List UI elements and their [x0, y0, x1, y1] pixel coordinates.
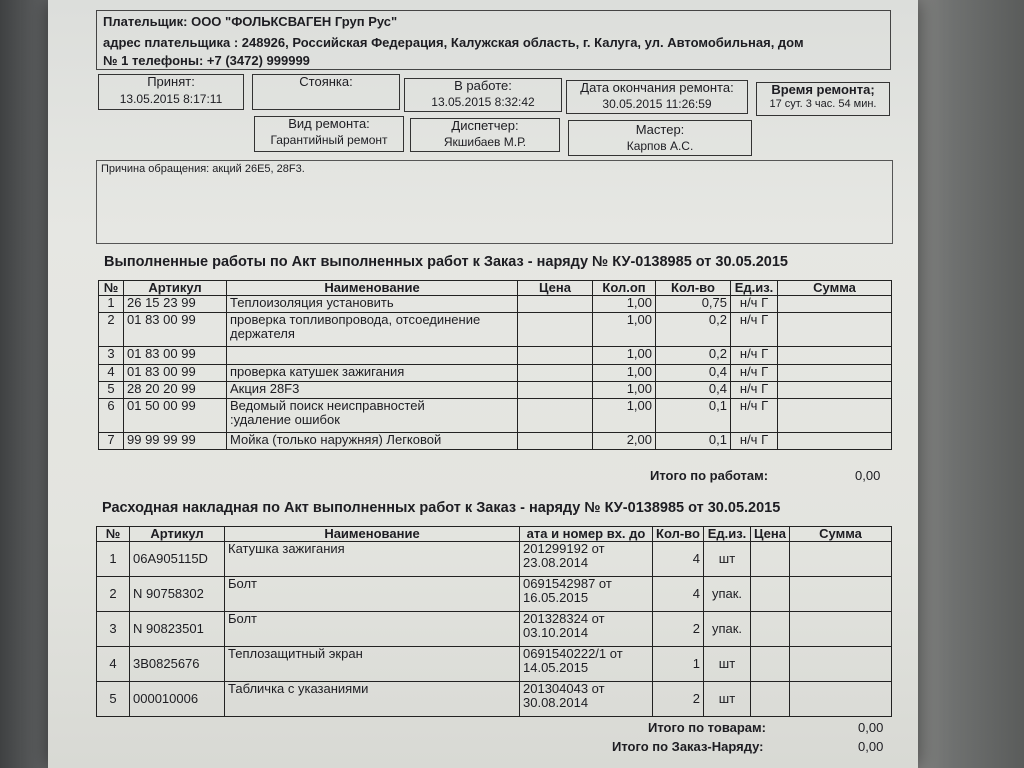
row-qty: 0,2 [656, 313, 731, 347]
row-number: 4 [99, 365, 124, 382]
row-number: 1 [97, 542, 130, 577]
row-number: 4 [97, 647, 130, 682]
row-qty: 0,4 [656, 365, 731, 382]
row-name [227, 365, 518, 382]
row-price [518, 313, 593, 347]
row-unit: упак. [704, 612, 751, 647]
row-doc [520, 577, 653, 612]
table-row [97, 612, 892, 647]
row-number: 6 [99, 399, 124, 433]
row-unit: н/ч Г [731, 296, 778, 313]
row-article: 01 83 00 99 [124, 313, 227, 347]
dispatcher-value: Якшибаев М.Р. [443, 135, 527, 149]
col-number: № [99, 281, 124, 296]
row-number: 3 [97, 612, 130, 647]
row-name: Катушка зажигания [225, 542, 520, 577]
row-unit: упак. [704, 577, 751, 612]
row-name: Болт [225, 577, 520, 612]
row-name: Болт [225, 612, 520, 647]
row-article: 06A905115D [130, 542, 225, 577]
row-doc-date: 03.10.2014 [523, 625, 589, 640]
col-qty: Кол-во [656, 281, 731, 296]
col-sum: Сумма [790, 527, 892, 542]
row-name-line2: держателя [230, 326, 295, 341]
row-sum [778, 296, 892, 313]
table-row [99, 365, 892, 382]
parking-label: Стоянка: [299, 74, 353, 89]
master-box [568, 120, 752, 156]
dispatcher-box [410, 118, 560, 152]
inwork-label: В работе: [454, 78, 512, 93]
master-value: Карпов А.С. [626, 139, 694, 153]
table-row [99, 399, 892, 433]
end-date-value: 30.05.2015 11:26:59 [602, 97, 712, 111]
row-doc-number: 201328324 от [523, 611, 605, 626]
parts-total-value: 0,00 [858, 720, 884, 735]
row-doc-number: 0691542987 от [523, 576, 612, 591]
payer-name: Плательщик: ООО "ФОЛЬКСВАГЕН Груп Рус" [103, 14, 398, 29]
row-ops: 1,00 [593, 382, 656, 399]
row-ops: 1,00 [593, 399, 656, 433]
row-article: 99 99 99 99 [124, 433, 227, 450]
row-unit: н/ч Г [731, 399, 778, 433]
row-price [518, 382, 593, 399]
row-ops: 2,00 [593, 433, 656, 450]
row-unit: н/ч Г [731, 313, 778, 347]
row-doc-date: 14.05.2015 [523, 660, 589, 675]
row-unit: н/ч Г [731, 347, 778, 365]
col-ops: Кол.оп [593, 281, 656, 296]
works-header-row [99, 281, 892, 296]
background-right [904, 0, 1024, 768]
table-row [99, 313, 892, 347]
row-name: Табличка с указаниями [225, 682, 520, 717]
works-title: Выполненные работы по Акт выполненных работ к Заказ - наряду № КУ-0138985 от 30.05.2015 [104, 254, 788, 270]
reason-box [96, 160, 893, 244]
row-doc [520, 682, 653, 717]
row-ops: 1,00 [593, 347, 656, 365]
row-unit: н/ч Г [731, 433, 778, 450]
row-sum [790, 682, 892, 717]
col-name: Наименование [227, 281, 518, 296]
repair-kind-box [254, 116, 404, 152]
row-doc [520, 612, 653, 647]
row-name [227, 382, 518, 399]
payer-block [96, 10, 891, 70]
payer-address: адрес плательщика : 248926, Российская Федерация, Калужская область, г. Калуга, ул. Автомобильная, дом [103, 35, 804, 50]
row-qty: 2 [653, 682, 704, 717]
row-sum [778, 399, 892, 433]
row-price [751, 682, 790, 717]
row-price [751, 612, 790, 647]
repair-kind-label: Вид ремонта: [288, 116, 370, 131]
table-row [97, 647, 892, 682]
row-article: 000010006 [130, 682, 225, 717]
row-name [227, 296, 518, 313]
parts-title: Расходная накладная по Акт выполненных работ к Заказ - наряду № КУ-0138985 от 30.05.2015 [102, 500, 781, 516]
row-name [227, 433, 518, 450]
row-article: N 90758302 [130, 577, 225, 612]
row-name-line: проверка топливопровода, отсоединение [230, 312, 481, 327]
row-sum [778, 382, 892, 399]
row-article: 28 20 20 99 [124, 382, 227, 399]
repair-time-box [756, 82, 890, 116]
row-doc-date: 16.05.2015 [523, 590, 589, 605]
row-article: N 90823501 [130, 612, 225, 647]
row-price [751, 542, 790, 577]
row-qty: 4 [653, 577, 704, 612]
table-row [99, 296, 892, 313]
table-row [97, 542, 892, 577]
row-ops: 1,00 [593, 313, 656, 347]
row-doc-number: 201304043 от [523, 681, 605, 696]
row-qty: 0,4 [656, 382, 731, 399]
row-doc [520, 542, 653, 577]
row-qty: 0,1 [656, 433, 731, 450]
works-total-value: 0,00 [855, 468, 881, 483]
parts-table [96, 526, 892, 717]
repair-time-label: Время ремонта; [771, 82, 875, 97]
col-sum: Сумма [778, 281, 892, 296]
row-price [751, 647, 790, 682]
grand-total-label: Итого по Заказ-Наряду: [612, 739, 764, 754]
row-article: 01 50 00 99 [124, 399, 227, 433]
row-name-line: Мойка (только наружняя) Легковой [230, 432, 442, 447]
works-table [98, 280, 892, 450]
row-number: 7 [99, 433, 124, 450]
row-price [518, 433, 593, 450]
col-qty: Кол-во [653, 527, 704, 542]
col-unit: Ед.из. [731, 281, 778, 296]
row-unit: н/ч Г [731, 382, 778, 399]
row-unit: н/ч Г [731, 365, 778, 382]
accepted-label: Принят: [147, 74, 195, 89]
row-article: 01 83 00 99 [124, 347, 227, 365]
col-price: Цена [751, 527, 790, 542]
row-name [227, 399, 518, 433]
dispatcher-label: Диспетчер: [451, 118, 519, 133]
row-number: 2 [99, 313, 124, 347]
row-price [518, 365, 593, 382]
inwork-value: 13.05.2015 8:32:42 [431, 95, 535, 109]
col-article: Артикул [130, 527, 225, 542]
row-doc [520, 647, 653, 682]
row-sum [778, 365, 892, 382]
row-name-line: проверка катушек зажигания [230, 364, 405, 379]
row-ops: 1,00 [593, 365, 656, 382]
row-sum [790, 647, 892, 682]
row-unit: шт [704, 682, 751, 717]
grand-total-value: 0,00 [858, 739, 884, 754]
col-number: № [97, 527, 130, 542]
reason-text: Причина обращения: акций 26Е5, 28F3. [101, 163, 305, 175]
row-sum [790, 612, 892, 647]
row-article: 3B0825676 [130, 647, 225, 682]
table-row [99, 382, 892, 399]
row-doc-date: 30.08.2014 [523, 695, 589, 710]
col-name: Наименование [225, 527, 520, 542]
row-name-line2: :удаление ошибок [230, 412, 340, 427]
row-number: 5 [97, 682, 130, 717]
col-doc: ата и номер вх. до [520, 527, 653, 542]
row-sum [790, 542, 892, 577]
row-qty: 0,75 [656, 296, 731, 313]
row-price [518, 347, 593, 365]
row-name [227, 347, 518, 365]
inwork-box [404, 78, 562, 112]
accepted-value: 13.05.2015 8:17:11 [119, 92, 223, 106]
row-sum [778, 433, 892, 450]
row-article: 26 15 23 99 [124, 296, 227, 313]
row-name: Теплозащитный экран [225, 647, 520, 682]
row-name-line: Ведомый поиск неисправностей [230, 398, 425, 413]
master-label: Мастер: [635, 122, 685, 137]
row-unit: шт [704, 542, 751, 577]
row-name-line: Акция 28F3 [230, 381, 300, 396]
row-ops: 1,00 [593, 296, 656, 313]
table-row [99, 433, 892, 450]
row-doc-number: 201299192 от [523, 541, 605, 556]
col-unit: Ед.из. [704, 527, 751, 542]
row-unit: шт [704, 647, 751, 682]
row-doc-date: 23.08.2014 [523, 555, 589, 570]
repair-kind-value: Гарантийный ремонт [270, 133, 388, 147]
payer-phone: № 1 телефоны: +7 (3472) 999999 [103, 53, 310, 68]
row-sum [790, 577, 892, 612]
row-price [751, 577, 790, 612]
row-qty: 2 [653, 612, 704, 647]
works-total-label: Итого по работам: [650, 468, 769, 483]
row-qty: 1 [653, 647, 704, 682]
row-number: 1 [99, 296, 124, 313]
row-qty: 4 [653, 542, 704, 577]
row-qty: 0,1 [656, 399, 731, 433]
row-price [518, 399, 593, 433]
parts-total-label: Итого по товарам: [648, 720, 766, 735]
parking-box [252, 74, 400, 110]
row-name [227, 313, 518, 347]
row-qty: 0,2 [656, 347, 731, 365]
col-article: Артикул [124, 281, 227, 296]
row-number: 2 [97, 577, 130, 612]
col-price: Цена [518, 281, 593, 296]
row-sum [778, 347, 892, 365]
table-row [99, 347, 892, 365]
row-name-line: Теплоизоляция установить [230, 295, 394, 310]
end-date-label: Дата окончания ремонта: [580, 80, 734, 95]
end-date-box [566, 80, 748, 114]
table-row [97, 682, 892, 717]
row-doc-number: 0691540222/1 от [523, 646, 623, 661]
row-article: 01 83 00 99 [124, 365, 227, 382]
row-number: 5 [99, 382, 124, 399]
parts-header-row [97, 527, 892, 542]
table-row [97, 577, 892, 612]
row-price [518, 296, 593, 313]
row-number: 3 [99, 347, 124, 365]
repair-time-value: 17 сут. 3 час. 54 мин. [769, 98, 877, 110]
accepted-box [98, 74, 244, 110]
row-sum [778, 313, 892, 347]
